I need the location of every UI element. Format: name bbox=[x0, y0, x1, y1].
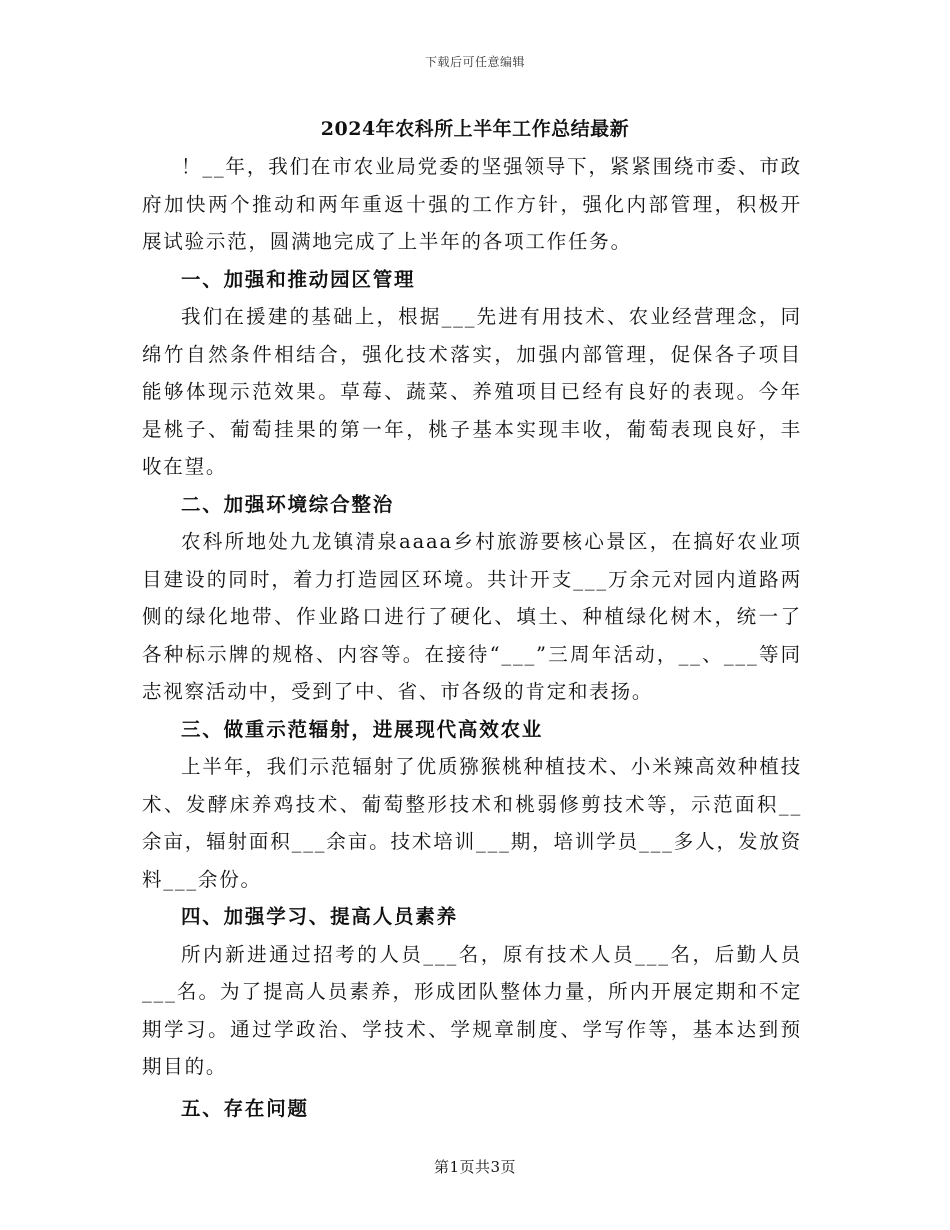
page-number: 第1页共3页 bbox=[433, 1158, 517, 1176]
section-4-heading: 四、加强学习、提高人员素养 bbox=[181, 905, 458, 928]
page-header-note: 下载后可任意编辑 bbox=[424, 55, 525, 69]
section-1-body: 我们在援建的基础上，根据___先进有用技术、农业经营理念，同绵竹自然条件相结合，强化技术落实，加强内部管理，促保各子项目能够体现示范效果。草莓、蔬菜、养殖项目已经有良好的表现。今年是桃子、葡萄挂果的第一年，桃子基本实现丰收，葡萄表现良好，丰收在望。 bbox=[142, 305, 802, 478]
section-2-heading: 二、加强环境综合整治 bbox=[181, 492, 395, 516]
section-5-heading: 五、存在问题 bbox=[181, 1096, 309, 1120]
section-3-body: 上半年，我们示范辐射了优质猕猴桃种植技术、小米辣高效种植技术、发酵床养鸡技术、葡萄整形技术和桃弱修剪技术等，示范面积__余亩，辐射面积___余亩。技术培训___期，培训学员___多人，发放资料___余份。 bbox=[142, 755, 802, 891]
intro-paragraph: ！__年，我们在市农业局党委的坚强领导下，紧紧围绕市委、市政府加快两个推动和两年重返十强的工作方针，强化内部管理，积极开展试验示范，圆满地完成了上半年的各项工作任务。 bbox=[142, 155, 802, 253]
section-2-body: 农科所地处九龙镇清泉aaaa乡村旅游要核心景区，在搞好农业项目建设的同时，着力打造园区环境。共计开支___万余元对园内道路两侧的绿化地带、作业路口进行了硬化、填土、种植绿化树木，统一了各种标示牌的规格、内容等。在接待“___”三周年活动，__、___等同志视察活动中，受到了中、省、市各级的肯定和表扬。 bbox=[142, 530, 802, 703]
document-body bbox=[142, 148, 802, 1127]
section-1-heading: 一、加强和推动园区管理 bbox=[181, 267, 416, 291]
section-4-body: 所内新进通过招考的人员___名，原有技术人员___名，后勤人员___名。为了提高人员素养，形成团队整体力量，所内开展定期和不定期学习。通过学政治、学技术、学规章制度、学写作等，基本达到预期目的。 bbox=[142, 942, 802, 1078]
section-3-heading: 三、做重示范辐射，进展现代高效农业 bbox=[181, 717, 544, 741]
document-title: 2024年农科所上半年工作总结最新 bbox=[320, 118, 630, 140]
